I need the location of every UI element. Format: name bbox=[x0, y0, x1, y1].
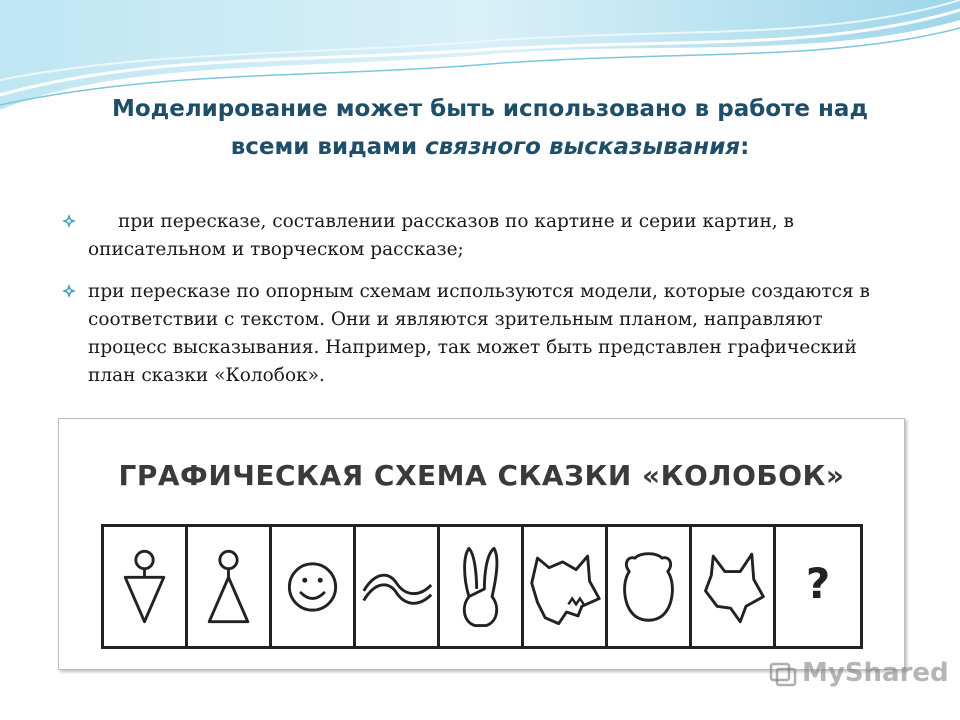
myshared-logo-icon bbox=[768, 658, 798, 688]
scheme-cell-fox bbox=[692, 527, 776, 646]
scheme-cell-grandfather bbox=[104, 527, 188, 646]
slide-title bbox=[60, 90, 920, 166]
bullet-list bbox=[58, 208, 898, 404]
grandfather-icon bbox=[104, 527, 185, 646]
watermark-text: MyShared bbox=[802, 658, 949, 688]
myshared-watermark bbox=[768, 658, 949, 688]
title-line-2-emphasis: связного высказывания bbox=[425, 134, 741, 160]
bullet-item-1 bbox=[58, 208, 898, 264]
bullet-text-2: при пересказе по опорным схемам используются модели, которые создаются в соответствии с текстом. Они и являются зрительным планом, направляют процесс высказывания. Например, так может быть представлен графический план сказки «Колобок». bbox=[88, 281, 870, 386]
scheme-cell-hare bbox=[440, 527, 524, 646]
hare-icon bbox=[440, 527, 521, 646]
scheme-cell-question bbox=[776, 527, 860, 646]
diamond-bullet-icon bbox=[62, 214, 76, 228]
scheme-cell-grandmother bbox=[188, 527, 272, 646]
bullet-text-1: при пересказе, составлении рассказов по картине и серии картин, в описательном и творческом рассказе; bbox=[88, 211, 794, 260]
diamond-bullet-icon bbox=[62, 284, 76, 298]
scheme-cells-row bbox=[101, 524, 863, 649]
scheme-cell-road bbox=[356, 527, 440, 646]
kolobok-smiley-icon bbox=[272, 527, 353, 646]
bear-icon bbox=[608, 527, 689, 646]
kolobok-scheme-image bbox=[58, 418, 905, 670]
scheme-cell-bear bbox=[608, 527, 692, 646]
bullet-item-2 bbox=[58, 278, 898, 390]
wolf-icon bbox=[524, 527, 605, 646]
scheme-cell-kolobok bbox=[272, 527, 356, 646]
grandmother-icon bbox=[188, 527, 269, 646]
scheme-cell-wolf bbox=[524, 527, 608, 646]
fox-icon bbox=[692, 527, 773, 646]
title-line-1: Моделирование может быть использовано в работе над bbox=[111, 96, 869, 122]
question-icon: ? bbox=[805, 559, 831, 608]
title-line-2-plain: всеми видами bbox=[230, 134, 426, 160]
scheme-title: ГРАФИЧЕСКАЯ СХЕМА СКАЗКИ «КОЛОБОК» bbox=[118, 459, 845, 492]
road-waves-icon bbox=[356, 527, 437, 646]
title-line-2-end: : bbox=[740, 134, 750, 160]
